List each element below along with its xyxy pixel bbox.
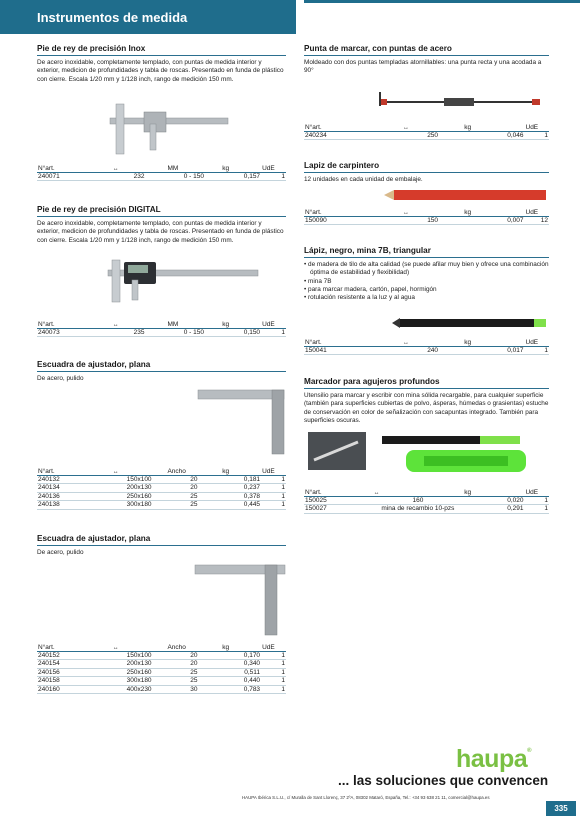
section-title: Lapiz de carpintero [304,161,549,173]
length-value: 232 [133,172,145,180]
col-header: N°art. [305,123,322,131]
col-header: UdE [525,488,539,496]
length-value: 250 [427,131,439,139]
length-icon: ↔ [403,209,408,216]
table-black-pencil [304,338,549,355]
col-header: N°art. [305,208,322,216]
length-value: 160 [412,496,424,504]
range-value: 0 - 150 [183,328,204,336]
weight-value: 0,017 [507,346,524,354]
article-number: 150090 [305,216,327,224]
length-icon: ↔ [373,489,379,496]
weight-value: 0,291 [507,505,524,513]
table-row [304,505,549,514]
width-value: 25 [190,501,198,509]
section-deep-hole-marker [304,377,549,425]
section-description: Moldeado con dos puntas templadas atornillables: una punta recta y una acodada a 90° [304,59,542,75]
black-pencil-image [390,316,548,330]
table-row [304,346,549,355]
section-description: De acero inoxidable, completamente templado, con puntas de medida interior y exterior, medicion de profundidades y tabla de roscas. Presentado en funda de plástico con cierre. Escala 1/20 mm y 1/128 inch, rango de medición 150 mm. [37,220,284,244]
section-description: 12 unidades en cada unidad de embalaje. [304,176,423,183]
article-number: 150041 [305,346,327,354]
size-value: 400x230 [126,685,152,693]
table-deep-hole-marker [304,488,549,514]
article-number: 240073 [38,328,60,336]
weight-value: 0,440 [243,677,261,685]
weight-value: 0,340 [243,660,261,668]
col-header: N°art. [38,467,55,475]
col-header: kg [464,488,472,496]
caliper-image [100,100,230,158]
section-title: Escuadra de ajustador, plana [37,534,286,546]
unit-value: 1 [281,501,285,509]
table-row [37,492,286,501]
footer-address: HAUPA Ibérica S.L.U., c/ Muralla de Sant Llorenç, 37 2ºA, 08302 Mataró, España, Tel.: +34 93 638 21 11, comercial@haupa.es [242,795,490,800]
section-description [304,261,549,302]
unit-value: 1 [281,668,285,676]
length-icon: ↔ [112,644,118,651]
haupa-logo [456,745,531,774]
col-header: N°art. [305,488,322,496]
range-value: 0 - 150 [183,172,204,180]
section-description: De acero inoxidable, completamente templado, con puntas de medida interior y exterior, medicion de profundidades y tabla de roscas. Presentado en funda de plástico con cierre. Escala 1/20 mm y 1/128 inch, rango de medición 150 mm. [37,59,284,83]
col-header: UdE [262,164,275,172]
table-square-1 [37,467,286,510]
length-value: 150 [427,216,439,224]
feature-item: • de madera de tilo de alta calidad (se puede afilar muy bien y ofrece una combinación óptima de estabilidad y flexibilidad) [304,261,549,278]
col-header: MM [167,320,179,328]
table-row [37,172,286,181]
article-number: 240234 [305,131,327,139]
section-description: De acero, pulido [37,375,84,382]
weight-value: 0,046 [507,131,524,139]
table-row [37,660,286,669]
width-value: 25 [190,677,198,685]
logo-text: haupa [456,745,528,773]
length-value: 235 [133,328,145,336]
table-row [37,668,286,677]
article-number: 150025 [305,496,327,504]
unit-value: 1 [281,677,285,685]
unit-value: 1 [281,660,285,668]
slogan: ... las soluciones que convencen [338,773,549,788]
article-number: 150027 [305,505,327,513]
unit-value: 1 [281,172,285,180]
section-caliper-inox [37,44,286,84]
unit-value: 1 [544,346,548,354]
width-value: 20 [190,651,198,659]
length-icon: ↔ [112,165,118,172]
scriber-image [372,88,548,116]
feature-item: • mina 7B [304,278,549,286]
weight-value: 0,181 [243,475,261,483]
col-header: MM [167,164,179,172]
weight-value: 0,170 [243,651,261,659]
square-image [196,388,286,458]
size-value: 200x130 [126,660,152,668]
unit-value: 1 [281,651,285,659]
section-square-1 [37,360,286,383]
col-header: UdE [525,123,539,131]
unit-value: 1 [544,131,548,139]
unit-value: 1 [281,685,285,693]
size-value: 300x180 [126,677,152,685]
col-header: kg [222,164,230,172]
section-black-pencil [304,246,549,302]
section-title: Punta de marcar, con puntas de acero [304,44,549,56]
weight-value: 0,783 [243,685,261,693]
col-header: N°art. [38,320,55,328]
col-header: N°art. [305,338,322,346]
weight-value: 0,020 [507,496,524,504]
size-value: 250x160 [126,492,152,500]
col-header: Ancho [167,467,186,475]
table-row [304,496,549,505]
col-header: UdE [525,208,539,216]
page-title: Instrumentos de medida [37,10,188,25]
section-description: Utensilio para marcar y escribir con mina sólida recargable, para cualquier superficie (también para superficies cubiertas de polvo, ásperas, húmedas o grasientas) estuche de conservación en color de señalización con sacapuntas integrado. También para superficies oscuras. [304,392,549,424]
width-value: 20 [190,475,198,483]
col-header: Ancho [167,643,186,651]
section-carpenter-pencil [304,161,549,184]
feature-item: • rotulación resistente a la luz y al agua [304,294,549,302]
table-row [37,677,286,686]
width-value: 20 [190,660,198,668]
width-value: 20 [190,484,198,492]
col-header: N°art. [38,643,55,651]
table-row [37,475,286,484]
table-row [37,328,286,337]
table-row [304,216,549,225]
article-number: 240156 [38,668,60,676]
size-value: 150x100 [126,475,152,483]
table-row [37,501,286,510]
unit-value: 1 [544,496,548,504]
unit-value: 1 [281,484,285,492]
table-carpenter-pencil [304,208,549,225]
unit-value: 1 [544,505,548,513]
width-value: 30 [190,685,198,693]
length-value: 240 [427,346,439,354]
length-icon: ↔ [403,124,408,131]
length-icon: ↔ [112,468,118,475]
page-number: 335 [546,801,576,816]
table-row [37,484,286,493]
col-header: UdE [262,467,275,475]
article-number: 240154 [38,660,60,668]
article-number: 240132 [38,475,60,483]
col-header: UdE [262,643,275,651]
size-value: 150x100 [126,651,152,659]
col-header: kg [464,208,472,216]
section-scriber [304,44,549,76]
header-rule [304,0,580,34]
article-number: 240160 [38,685,60,693]
length-icon: ↔ [112,321,118,328]
size-value: 300x180 [126,501,152,509]
table-row [304,131,549,140]
weight-value: 0,237 [243,484,261,492]
col-header: N°art. [38,164,55,172]
unit-value: 1 [281,492,285,500]
square-image [193,563,289,639]
table-row [37,685,286,694]
col-header: UdE [262,320,275,328]
size-value: 250x160 [126,668,152,676]
article-number: 240071 [38,172,60,180]
article-number: 240158 [38,677,60,685]
weight-value: 0,157 [243,172,261,180]
weight-value: 0,445 [243,501,261,509]
table-scriber [304,123,549,140]
weight-value: 0,378 [243,492,261,500]
col-header: kg [222,320,230,328]
unit-value: 12 [540,216,548,224]
section-title: Pie de rey de precisión Inox [37,44,286,56]
width-value: 25 [190,668,198,676]
col-header: kg [464,123,472,131]
section-title: Marcador para agujeros profundos [304,377,549,389]
weight-value: 0,511 [244,668,261,676]
section-title: Escuadra de ajustador, plana [37,360,286,372]
article-number: 240152 [38,651,60,659]
table-square-2 [37,643,286,694]
unit-value: 1 [281,475,285,483]
section-title: Pie de rey de precisión DIGITAL [37,205,286,217]
col-header: kg [222,643,230,651]
section-description: De acero, pulido [37,549,84,556]
length-icon: ↔ [403,339,408,346]
col-header: kg [222,467,230,475]
article-number: 240138 [38,501,60,509]
col-header: UdE [525,338,539,346]
weight-value: 0,150 [243,328,261,336]
page-header [0,0,296,34]
carpenter-pencil-image [382,188,548,202]
unit-value: 1 [281,328,285,336]
section-square-2 [37,534,286,557]
article-number: 240134 [38,484,60,492]
registered-mark: ® [527,748,532,754]
weight-value: 0,007 [507,216,524,224]
table-caliper-digital [37,320,286,337]
feature-item: • para marcar madera, cartón, papel, hormigón [304,286,549,294]
marker-image [306,430,550,484]
section-title: Lápiz, negro, mina 7B, triangular [304,246,549,258]
col-header: kg [464,338,472,346]
size-value: 200x130 [126,484,152,492]
section-caliper-digital [37,205,286,245]
table-row [37,651,286,660]
table-caliper-inox [37,164,286,181]
digital-caliper-image [104,258,264,304]
article-number: 240136 [38,492,60,500]
width-value: 25 [190,492,198,500]
length-value: mina de recambio 10-pzs [381,505,455,513]
